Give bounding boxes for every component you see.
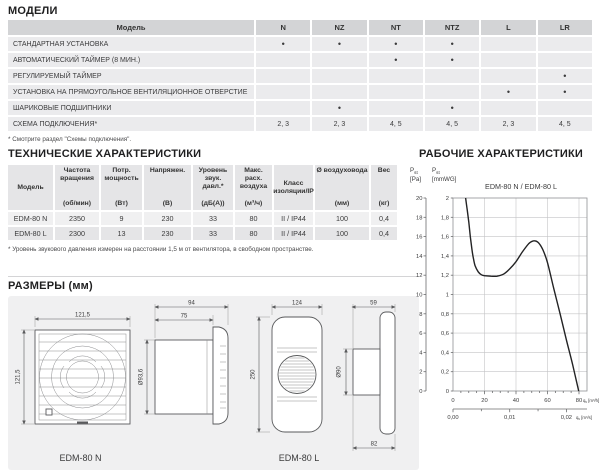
tech-model-cell: EDM-80 L bbox=[8, 227, 53, 240]
tech-header-title: Ø воздуховода bbox=[316, 167, 368, 174]
tech-value-cell: 13 bbox=[101, 227, 142, 240]
model-feature-cell: 4, 5 bbox=[425, 117, 479, 131]
chart-pa-axis bbox=[416, 196, 426, 395]
tech-header-title: Макс. расх. воздуха bbox=[239, 167, 268, 190]
tech-header-box bbox=[101, 165, 142, 210]
section-divider bbox=[8, 276, 419, 277]
tech-col-header bbox=[101, 165, 142, 210]
tech-value-cell: 230 bbox=[144, 227, 191, 240]
tech-header-box bbox=[8, 165, 53, 210]
svg-text:80: 80 bbox=[575, 398, 583, 404]
indicator-window bbox=[46, 409, 52, 415]
tech-col-header bbox=[193, 165, 233, 210]
model-feature-cell bbox=[425, 69, 479, 83]
model-feature-cell bbox=[256, 53, 310, 67]
tech-section-title: ТЕХНИЧЕСКИЕ ХАРАКТЕРИСТИКИ bbox=[8, 148, 202, 160]
models-row bbox=[8, 85, 592, 99]
svg-text:20: 20 bbox=[416, 196, 423, 202]
mmwg-axis-header: $P_{st}$ [mmWG] bbox=[432, 167, 457, 184]
model-feature-cell bbox=[312, 85, 366, 99]
svg-text:1,4: 1,4 bbox=[440, 253, 449, 260]
bottom-notch bbox=[77, 422, 88, 424]
model-feature-cell: • bbox=[538, 85, 592, 99]
fan-side-view-n bbox=[155, 327, 228, 424]
models-col-header: NZ bbox=[312, 20, 366, 35]
fan-side-view-l bbox=[353, 312, 395, 434]
svg-text:0,00: 0,00 bbox=[447, 415, 459, 421]
tech-header-box bbox=[315, 165, 369, 210]
svg-text:0,02: 0,02 bbox=[560, 415, 573, 421]
dimension-drawings bbox=[8, 296, 419, 470]
tech-value-cell: 33 bbox=[193, 227, 233, 240]
dim-l-depth-top: 59 bbox=[370, 300, 377, 307]
tech-header-title: Потр. мощность bbox=[104, 167, 139, 182]
fan-front-view-n bbox=[35, 330, 130, 424]
tech-header-title: Частота вращения bbox=[60, 167, 94, 182]
model-feature-cell bbox=[369, 69, 423, 83]
tech-header-box bbox=[144, 165, 191, 210]
svg-text:6: 6 bbox=[419, 331, 423, 338]
svg-text:1,6: 1,6 bbox=[440, 234, 449, 241]
model-feature-cell bbox=[312, 69, 366, 83]
model-feature-cell bbox=[538, 37, 592, 51]
fan-front-view-l bbox=[272, 317, 322, 432]
svg-text:12: 12 bbox=[416, 273, 423, 280]
dim-l-duct-diameter: Ø90 bbox=[336, 366, 343, 378]
svg-text:1,8: 1,8 bbox=[440, 215, 449, 222]
tech-header-unit: (кг) bbox=[378, 200, 390, 208]
model-feature-label: РЕГУЛИРУЕМЫЙ ТАЙМЕР bbox=[8, 69, 254, 83]
models-row bbox=[8, 69, 592, 83]
pa-axis-header: $P_{st}$ [Pa] bbox=[410, 167, 422, 184]
tech-header-title: Вес bbox=[377, 167, 391, 174]
svg-text:1: 1 bbox=[445, 292, 449, 299]
tech-table bbox=[6, 163, 399, 242]
dim-l-front-width: 124 bbox=[291, 300, 303, 307]
svg-text:0,4: 0,4 bbox=[440, 350, 449, 357]
tech-row bbox=[8, 212, 397, 225]
model-feature-label: СХЕМА ПОДКЛЮЧЕНИЯ* bbox=[8, 117, 254, 131]
model-feature-cell bbox=[256, 69, 310, 83]
models-row bbox=[8, 37, 592, 51]
performance-curve-svg bbox=[407, 163, 600, 445]
chart-x-axis-m3h bbox=[451, 391, 599, 404]
model-feature-cell: • bbox=[481, 85, 535, 99]
tech-value-cell: 9 bbox=[101, 212, 142, 225]
tech-col-header bbox=[371, 165, 397, 210]
model-feature-cell: 4, 5 bbox=[538, 117, 592, 131]
model-feature-cell: • bbox=[425, 101, 479, 115]
svg-text:2: 2 bbox=[445, 196, 449, 202]
chart-title: EDM-80 N / EDM-80 L bbox=[485, 182, 557, 191]
model-feature-cell bbox=[481, 101, 535, 115]
tech-row bbox=[8, 227, 397, 240]
dim-n-front-width: 121,5 bbox=[74, 312, 91, 319]
model-feature-label: ШАРИКОВЫЕ ПОДШИПНИКИ bbox=[8, 101, 254, 115]
tech-header-title: Уровень звук. давл.* bbox=[198, 167, 228, 190]
tech-value-cell: II / IP44 bbox=[274, 212, 313, 225]
tech-header-box bbox=[55, 165, 99, 210]
tech-header-unit: (м³/ч) bbox=[244, 200, 263, 208]
models-col-header: NTZ bbox=[425, 20, 479, 35]
model-feature-cell: • bbox=[312, 37, 366, 51]
models-row bbox=[8, 53, 592, 67]
model-feature-cell bbox=[481, 53, 535, 67]
dim-n-front-height: 121,5 bbox=[15, 369, 22, 385]
model-feature-cell: 2, 3 bbox=[312, 117, 366, 131]
chart-x-axis-m3s bbox=[447, 409, 592, 421]
model-feature-cell: 2, 3 bbox=[256, 117, 310, 131]
svg-text:18: 18 bbox=[416, 215, 423, 222]
tech-model-cell: EDM-80 N bbox=[8, 212, 53, 225]
svg-text:20: 20 bbox=[481, 398, 488, 404]
tech-header-title: Напряжен. bbox=[149, 167, 186, 174]
dimensions-panel bbox=[8, 296, 419, 470]
chart-mmwg-axis bbox=[441, 196, 453, 395]
tech-value-cell: 0,4 bbox=[371, 227, 397, 240]
tech-header-box bbox=[193, 165, 233, 210]
tech-value-cell: 80 bbox=[235, 212, 272, 225]
tech-value-cell: 33 bbox=[193, 212, 233, 225]
tech-header-unit: (об/мин) bbox=[62, 200, 92, 208]
svg-text:60: 60 bbox=[544, 398, 551, 404]
tech-footnote: * Уровень звукового давления измерен на расстоянии 1,5 м от вентилятора, в свободном пространстве. bbox=[8, 246, 314, 253]
model-feature-cell bbox=[369, 85, 423, 99]
models-section-title: МОДЕЛИ bbox=[8, 5, 58, 17]
model-feature-cell: 4, 5 bbox=[369, 117, 423, 131]
svg-text:0,8: 0,8 bbox=[440, 311, 449, 318]
tech-col-header bbox=[144, 165, 191, 210]
model-feature-cell bbox=[538, 101, 592, 115]
tech-col-header bbox=[315, 165, 369, 210]
tech-col-header bbox=[274, 165, 313, 210]
model-feature-cell bbox=[481, 69, 535, 83]
models-header-model: Модель bbox=[8, 20, 254, 35]
model-feature-label: УСТАНОВКА НА ПРЯМОУГОЛЬНОЕ ВЕНТИЛЯЦИОННОЕ ОТВЕРСТИЕ bbox=[8, 85, 254, 99]
model-feature-cell bbox=[538, 53, 592, 67]
tech-col-header bbox=[8, 165, 53, 210]
dimensions-section-title: РАЗМЕРЫ (мм) bbox=[8, 280, 93, 292]
models-col-header: NT bbox=[369, 20, 423, 35]
svg-text:qv [m³/s]: $q_v$ [m³/s] bbox=[576, 415, 592, 421]
dim-l-front-height: 250 bbox=[250, 369, 257, 380]
model-feature-cell: • bbox=[369, 53, 423, 67]
svg-text:qv [m³/h]: $q_v$ [m³/h] bbox=[583, 398, 600, 404]
svg-text:0: 0 bbox=[419, 389, 423, 395]
svg-text:16: 16 bbox=[416, 234, 423, 241]
svg-text:8: 8 bbox=[419, 311, 423, 318]
model-feature-cell bbox=[256, 85, 310, 99]
performance-section-title: РАБОЧИЕ ХАРАКТЕРИСТИКИ bbox=[419, 148, 584, 160]
model-feature-cell bbox=[481, 37, 535, 51]
svg-text:0,01: 0,01 bbox=[504, 415, 516, 421]
tech-header-row bbox=[8, 165, 397, 210]
tech-header-unit: (Вт) bbox=[115, 200, 128, 208]
tech-value-cell: 0,4 bbox=[371, 212, 397, 225]
tech-col-header bbox=[235, 165, 272, 210]
model-feature-cell bbox=[256, 101, 310, 115]
svg-text:0,6: 0,6 bbox=[440, 331, 449, 338]
model-feature-cell bbox=[425, 85, 479, 99]
model-feature-label: АВТОМАТИЧЕСКИЙ ТАЙМЕР (8 МИН.) bbox=[8, 53, 254, 67]
tech-header-unit: (В) bbox=[162, 200, 173, 208]
tech-header-unit: (дБ(А)) bbox=[201, 200, 225, 208]
models-col-header: N bbox=[256, 20, 310, 35]
svg-text:2: 2 bbox=[419, 369, 423, 376]
tech-value-cell: 2350 bbox=[55, 212, 99, 225]
models-col-header: L bbox=[481, 20, 535, 35]
model-feature-cell: • bbox=[425, 53, 479, 67]
models-footnote: * Смотрите раздел "Схемы подключения". bbox=[8, 136, 132, 143]
dim-n-duct-diameter: Ø93,6 bbox=[138, 368, 145, 386]
svg-text:0: 0 bbox=[445, 389, 449, 395]
models-header-row bbox=[8, 20, 592, 35]
tech-header-title: Класс изоляции/IP bbox=[273, 179, 314, 195]
model-feature-cell bbox=[312, 53, 366, 67]
tech-header-box bbox=[371, 165, 397, 210]
tech-value-cell: 230 bbox=[144, 212, 191, 225]
svg-text:4: 4 bbox=[419, 350, 423, 357]
model-feature-cell: • bbox=[369, 37, 423, 51]
model-feature-cell: • bbox=[538, 69, 592, 83]
chart-gridlines bbox=[453, 198, 587, 391]
caption-edm80n: EDM-80 N bbox=[59, 453, 102, 463]
models-col-header: LR bbox=[538, 20, 592, 35]
model-feature-cell: • bbox=[425, 37, 479, 51]
caption-edm80l: EDM-80 L bbox=[278, 453, 320, 463]
svg-text:0: 0 bbox=[451, 398, 455, 404]
tech-value-cell: 80 bbox=[235, 227, 272, 240]
models-row bbox=[8, 117, 592, 131]
dim-n-depth-duct: 75 bbox=[180, 313, 188, 320]
tech-value-cell: 100 bbox=[315, 227, 369, 240]
models-table bbox=[6, 18, 594, 133]
models-row bbox=[8, 101, 592, 115]
svg-text:0,2: 0,2 bbox=[440, 369, 449, 376]
performance-chart bbox=[407, 163, 600, 445]
model-feature-label: СТАНДАРТНАЯ УСТАНОВКА bbox=[8, 37, 254, 51]
dim-l-depth-bottom: 82 bbox=[370, 441, 378, 448]
svg-text:14: 14 bbox=[416, 253, 423, 260]
model-feature-cell: 2, 3 bbox=[481, 117, 535, 131]
svg-text:40: 40 bbox=[512, 398, 520, 404]
tech-col-header bbox=[55, 165, 99, 210]
tech-header-title: Модель bbox=[17, 183, 44, 191]
model-feature-cell bbox=[369, 101, 423, 115]
tech-value-cell: 2300 bbox=[55, 227, 99, 240]
svg-text:10: 10 bbox=[416, 292, 423, 299]
tech-value-cell: 100 bbox=[315, 212, 369, 225]
tech-header-box bbox=[235, 165, 272, 210]
tech-header-box bbox=[274, 165, 313, 210]
tech-value-cell: II / IP44 bbox=[274, 227, 313, 240]
tech-header-unit: (мм) bbox=[334, 200, 350, 208]
model-feature-cell: • bbox=[256, 37, 310, 51]
model-feature-cell: • bbox=[312, 101, 366, 115]
dim-n-depth-total: 94 bbox=[188, 300, 195, 307]
svg-text:1,2: 1,2 bbox=[440, 273, 449, 280]
